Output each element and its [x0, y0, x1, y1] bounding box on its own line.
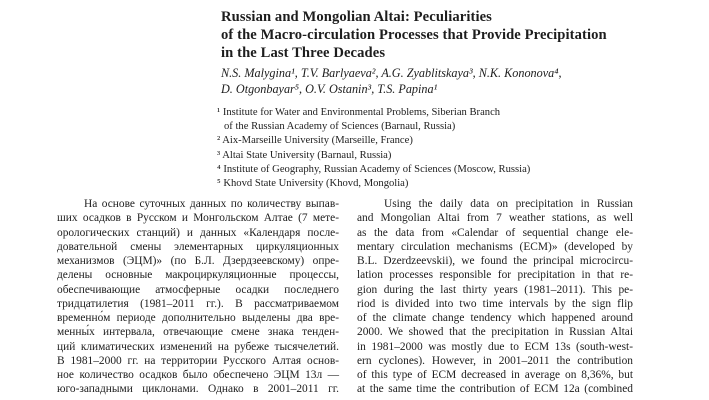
paper-title-line: of the Macro-circulation Processes that Provide Precipitation [221, 27, 607, 43]
text-line: lation processes responsible for precipitation in that re- [357, 269, 633, 282]
text-line: ное количество осадков было обеспечено ЭЦМ 13л — [57, 369, 339, 381]
text-line: механизмов (ЭЦМ)» (по Б.Л. Дзердзеевскому) опре- [57, 255, 339, 267]
text-line: менны́х интервала, отвечающие смене знака тенден- [57, 326, 339, 339]
text-line: На основе суточных данных по количеству выпав- [84, 198, 339, 210]
text-line: as the data from «Calendar of sequential change ele- [357, 226, 633, 239]
affiliation: ¹ Institute for Water and Environmental Problems, Siberian Branch [217, 107, 501, 118]
paper-title-line: in the Last Three Decades [221, 45, 386, 61]
text-line: В 1981–2000 гг. на территории Русского Алтая основ- [57, 354, 339, 367]
text-line: тридцатилетия (1981–2011 гг.). В рассматриваемом [57, 297, 339, 310]
text-line: временно́м периоде дополнительно выделены два вре- [57, 312, 339, 324]
paper-title [221, 8, 703, 62]
affiliation: ³ Altai State University (Barnaul, Russia) [217, 149, 392, 161]
affiliation: ⁴ Institute of Geography, Russian Academy of Sciences (Moscow, Russia) [217, 163, 531, 175]
affiliation-continuation: of the Russian Academy of Sciences (Barnaul, Russia) [224, 121, 456, 133]
authors-line: D. Otgonbayar⁵, O.V. Ostanin³, T.S. Papina¹ [221, 82, 438, 96]
text-line: ern cyclones). However, in 2001–2011 the contribution [357, 354, 633, 367]
text-line: Using the daily data on precipitation in Russian [384, 198, 633, 210]
authors-line: N.S. Malygina¹, T.V. Barlyaeva², A.G. Zyablitskaya³, N.K. Kononova⁴, [221, 66, 562, 80]
text-line: 2000. We showed that the precipitation in Russian Altai [357, 326, 633, 339]
text-line: in 1981–2000 was mostly due to ECM 13s (south-west- [357, 340, 633, 353]
text-line: ций климатических изменений на рубеже тысячелетий. [57, 340, 339, 353]
text-line: обеспечивающие атмосферные осадки последнего [57, 283, 339, 296]
text-line: делены основные макроциркуляционные процессы, [57, 269, 339, 282]
text-line: gion during the last thirty years (1981–2011). This pe- [357, 283, 633, 296]
abstract-russian-column [57, 197, 339, 397]
text-line: юго-западными циклонами. Однако в 2001–2011 гг. [57, 383, 339, 396]
text-line: of this type of ECM decreased in average on 8,36%, but [357, 369, 633, 381]
text-line: riod is divided into two time intervals by the sign flip [357, 297, 633, 310]
text-line: ших осадков в Русском и Монгольском Алтае (7 мете- [57, 212, 339, 225]
affiliations-block [217, 106, 703, 191]
text-line: mentary circulation mechanisms (ECM)» (developed by [357, 240, 633, 253]
text-line: at the same time the contribution of ECM 12a (combined [357, 383, 633, 396]
paper-header [217, 8, 703, 191]
abstract-english-column [357, 197, 633, 397]
text-line: орологических станций) и данных «Календаря после- [57, 226, 339, 239]
text-line: B.L. Dzerdzeevskii), we found the principal microcircu- [357, 255, 633, 267]
text-line: and Mongolian Altai from 7 weather stations, as well [357, 212, 633, 225]
text-line: довательной смены элементарных циркуляционных [57, 240, 339, 253]
affiliation: ⁵ Khovd State University (Khovd, Mongolia) [217, 178, 409, 190]
authors-block [221, 65, 703, 97]
text-line: of the climate change tendency which happened around [357, 312, 633, 324]
affiliation: ² Aix-Marseille University (Marseille, France) [217, 135, 413, 147]
paper-title-line: Russian and Mongolian Altai: Peculiarities [221, 9, 492, 25]
